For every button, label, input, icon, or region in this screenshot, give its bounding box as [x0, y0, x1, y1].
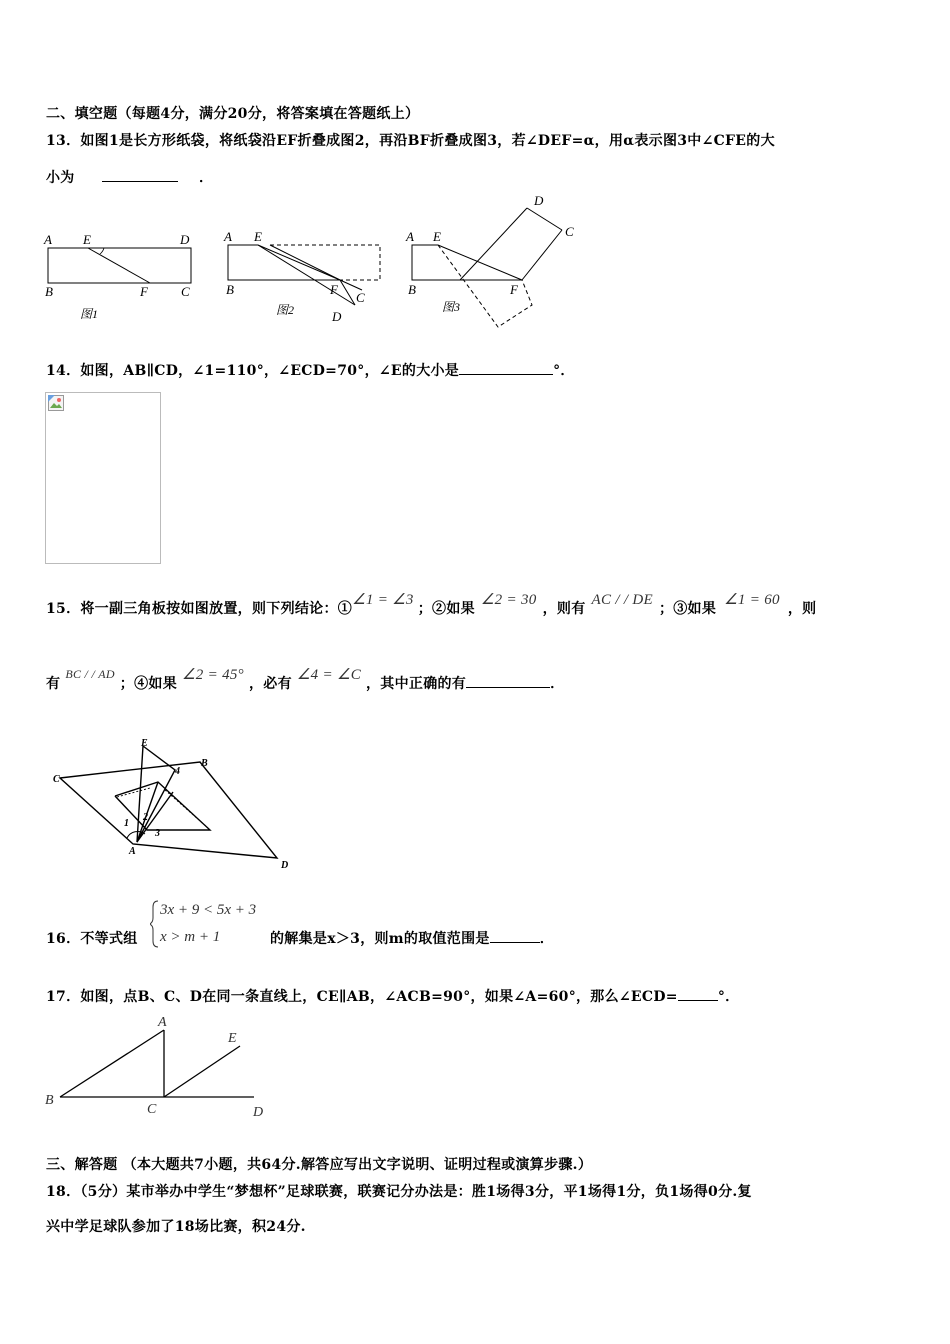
q15-math-4: ∠1 = 60 — [724, 592, 780, 608]
q17-line — [46, 986, 739, 1006]
fig3-label-a: A — [406, 229, 414, 244]
q15-figure — [45, 730, 305, 875]
fig2-label-f: F — [330, 282, 338, 297]
q17-label-b: B — [45, 1093, 54, 1108]
q15-label-a: A — [129, 846, 136, 857]
fig1-label-f: F — [140, 284, 148, 299]
q14-figure-placeholder — [45, 392, 161, 564]
q15-t3: ，则有 — [542, 601, 586, 617]
q18-line1: 18．（5分）某市举办中学生“梦想杯”足球联赛，联赛记分办法是：胜1场得3分，平1场得1分，负1场得0分.复 — [46, 1184, 752, 1200]
q18-line2: 兴中学足球队参加了18场比赛，积24分. — [46, 1219, 306, 1235]
q15-t5: ，则 — [787, 601, 817, 617]
q17-label-a: A — [158, 1015, 167, 1030]
q16-answer-blank — [490, 928, 540, 943]
q17-suffix: °． — [717, 989, 740, 1005]
q15-t8: ，其中正确的有 — [366, 676, 467, 692]
q15-t7: ，必有 — [248, 676, 292, 692]
q16-line — [46, 928, 138, 948]
q15-math-5: BC / / AD — [65, 667, 115, 681]
q13-answer-blank — [102, 167, 178, 182]
q13-figures — [40, 190, 600, 335]
q15-label-3: 3 — [155, 828, 160, 839]
q15-math-3: AC / / DE — [591, 592, 653, 608]
q17-figure — [40, 1010, 280, 1122]
q13-figure-1 — [43, 232, 191, 321]
q13-figure-2 — [223, 229, 380, 324]
fig3-label-f: F — [510, 282, 518, 297]
fig3-label-c: C — [565, 224, 574, 239]
q13-figure-3 — [405, 193, 574, 327]
q15-line2 — [46, 667, 565, 693]
q17-text: 17．如图，点B、C、D在同一条直线上，CE∥AB，∠ACB=90°，如果∠A=60°，那么∠ECD= — [46, 989, 678, 1005]
q17-answer-blank — [678, 986, 718, 1001]
q17-label-c: C — [147, 1102, 157, 1117]
q13-line2 — [46, 167, 213, 187]
fig2-label-d: D — [332, 309, 342, 324]
fig1-label-d: D — [180, 232, 190, 247]
q15-t2: ；②如果 — [417, 601, 475, 617]
fig3-label-b: B — [408, 282, 416, 297]
q15-math-2: ∠2 = 30 — [480, 592, 537, 608]
q15-label-4: 4 — [175, 766, 180, 777]
section-2-heading: 二、填空题（每题4分，满分20分，将答案填在答题纸上） — [46, 106, 420, 122]
q14-line — [46, 360, 575, 380]
q15-label-2: 2 — [143, 812, 148, 823]
q13-line2-suffix: ． — [198, 170, 214, 186]
q15-label-1: 1 — [124, 818, 129, 829]
q13-line2-prefix: 小为 — [46, 170, 75, 186]
fig3-caption: 图3 — [442, 300, 461, 314]
q17-label-e: E — [228, 1031, 237, 1046]
fig2-label-b: B — [226, 282, 234, 297]
q15-line2-prefix: 有 — [46, 676, 61, 692]
q15-label-c: C — [53, 774, 60, 785]
q14-answer-blank — [459, 360, 553, 375]
q15-label-e: E — [141, 738, 148, 749]
q15-math-7: ∠4 = ∠C — [296, 667, 361, 683]
fig2-label-e: E — [254, 229, 262, 244]
q16-suffix: 的解集是x＞3，则m的取值范围是 — [270, 931, 490, 947]
q14-text: 14．如图，AB∥CD，∠1=110°，∠ECD=70°，∠E的大小是 — [46, 363, 460, 379]
q15-t6: ；④如果 — [119, 676, 177, 692]
broken-image-icon — [48, 395, 64, 411]
fig1-label-e: E — [83, 232, 91, 247]
q17-label-d: D — [253, 1105, 264, 1120]
q15-line1 — [46, 592, 817, 618]
fig2-caption: 图2 — [276, 303, 295, 317]
q13-line1: 13．如图1是长方形纸袋，将纸袋沿EF折叠成图2，再沿BF折叠成图3，若∠DEF=α，用α表示图3中∠CFE的大 — [46, 133, 775, 149]
q15-label-b: B — [201, 758, 208, 769]
q14-suffix: °． — [553, 363, 575, 379]
fig1-label-b: B — [45, 284, 53, 299]
q15-prefix: 15．将一副三角板按如图放置，则下列结论：① — [46, 601, 353, 617]
q15-answer-blank — [466, 673, 550, 688]
fig2-label-a: A — [224, 229, 232, 244]
q15-t4: ；③如果 — [658, 601, 717, 617]
q15-math-6: ∠2 = 45° — [182, 667, 244, 683]
q15-label-d: D — [281, 860, 289, 871]
fig1-label-a: A — [44, 232, 52, 247]
fig3-label-e: E — [433, 229, 441, 244]
fig2-label-c: C — [356, 290, 365, 305]
q16-end: ． — [539, 931, 555, 947]
q16-inequality-1: 3x + 9 < 5x + 3 — [160, 902, 257, 918]
q16-line-rest — [270, 928, 554, 948]
q15-math-1: ∠1 = ∠3 — [352, 592, 414, 608]
fig1-caption: 图1 — [80, 307, 99, 321]
q16-prefix: 16．不等式组 — [46, 931, 138, 947]
fig1-label-c: C — [181, 284, 190, 299]
q15-t9: ． — [550, 676, 565, 692]
section-3-heading: 三、解答题 （本大题共7小题，共64分.解答应写出文字说明、证明过程或演算步骤.） — [46, 1157, 593, 1173]
q16-inequality-2: x > m + 1 — [160, 929, 221, 945]
fig3-label-d: D — [534, 193, 544, 208]
